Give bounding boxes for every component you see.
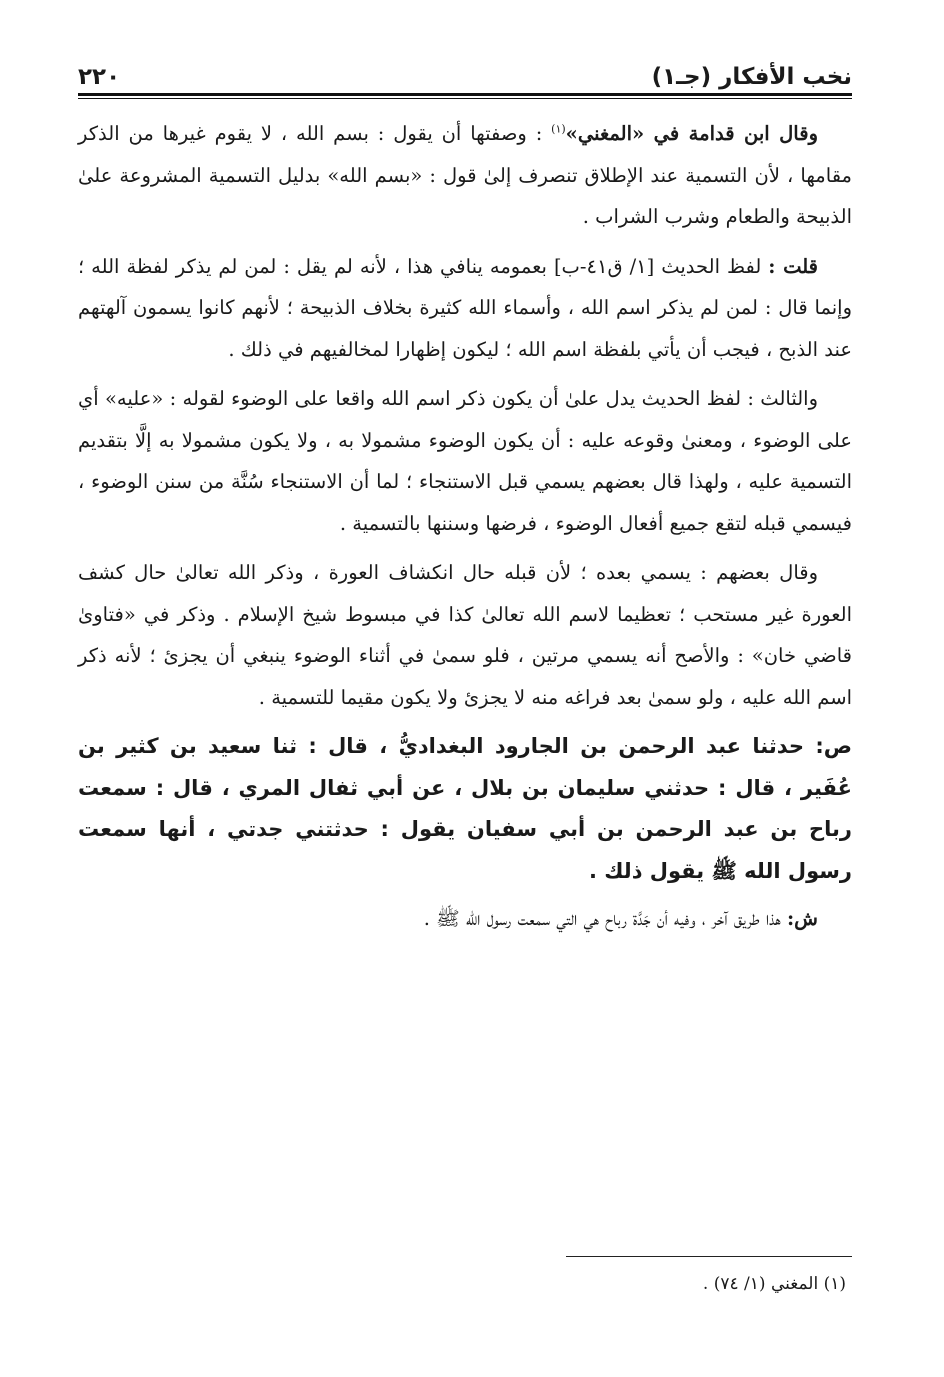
page-number: ٢٢٠ <box>78 64 121 90</box>
paragraph-text: وقال بعضهم : يسمي بعده ؛ لأن قبله حال انكشاف العورة ، وذكر الله تعالىٰ حال كشف العورة غير مستحب ؛ تعظيما لاسم الله تعالىٰ كذا في مبسوط شيخ الإسلام . وذكر في «فتاوىٰ قاضي خان» : والأصح أنه يسمي مرتين ، فلو سمىٰ في أثناء الوضوء ينبغي أن يجزئ ؛ لأنه ذكر اسم الله عليه ، ولو سمىٰ بعد فراغه منه لا يجزئ ولا يكون مقيما للتسمية . <box>78 561 852 709</box>
paragraph-lead: وقال ابن قدامة في «المغني» <box>565 122 818 145</box>
page-header <box>78 50 852 90</box>
footnote: (١) المغني (١/ ٧٤) . <box>702 1274 846 1294</box>
paragraph-text: والثالث : لفظ الحديث يدل علىٰ أن يكون ذكر اسم الله واقعا على الوضوء لقوله : «عليه» أي على الوضوء ، ومعنىٰ وقوعه عليه : أن يكون الوضوء مشمولا به ، ولا يكون مشمولا به إلَّا بتقديم التسمية عليه ، ولهذا قال بعضهم يسمي قبل الاستنجاء ؛ لما أن الاستنجاء سُنَّة من سنن الوضوء ، فيسمي قبله لتقع جميع أفعال الوضوء ، فرضها وسننها بالتسمية . <box>78 387 852 535</box>
commentary-lead: ش: <box>786 907 818 930</box>
paragraph-lead: قلت : <box>768 254 818 278</box>
paragraph-qultu <box>78 246 852 371</box>
hadith-text: ص: حدثنا عبد الرحمن بن الجارود البغداديُّ ، قال : ثنا سعيد بن كثير بن عُفَير ، قال : حدثني سليمان بن بلال ، عن أبي ثفال المري ، قال : سمعت رباح بن عبد الرحمن بن أبي سفيان يقول : حدثتني جدتي ، أنها سمعت رسول الله ﷺ يقول ذلك . <box>78 734 852 883</box>
main-text <box>78 113 852 940</box>
book-title: نخب الأفكار (جـ١) <box>651 64 852 90</box>
commentary-text: هذا طريق آخر ، وفيه أن جَدَّة رباح هي التي سمعت رسول الله ﷺ . <box>423 907 787 930</box>
header-rule-thin <box>78 98 852 99</box>
paragraph-commentary <box>78 898 852 940</box>
header-rule-thick <box>78 93 852 96</box>
footnote-ref: (١) <box>551 122 566 136</box>
paragraph-text: : وصفتها أن يقول : بسم الله ، لا يقوم غيرها من الذكر مقامها ، لأن التسمية عند الإطلاق تنصرف إلىٰ قول : «بسم الله» بدليل التسمية المشروعة علىٰ الذبيحة والطعام وشرب الشراب . <box>78 122 852 228</box>
paragraph-text: لفظ الحديث [١/ ق٤١-ب] بعمومه ينافي هذا ، لأنه لم يقل : لمن لم يذكر لفظة الله ؛ وإنما قال : لمن لم يذكر اسم الله ، وأسماء الله كثيرة بخلاف الذبيحة ؛ لأنهم كانوا يسمون آلهتهم عند الذبح ، فيجب أن يأتي بلفظة اسم الله ؛ ليكون إظهارا لمخالفيهم في ذلك . <box>78 254 852 361</box>
footnote-separator <box>566 1256 852 1257</box>
book-page <box>78 50 852 1340</box>
paragraph-ibn-qudama <box>78 113 852 238</box>
paragraph-some-said <box>78 552 852 718</box>
paragraph-third <box>78 378 852 544</box>
